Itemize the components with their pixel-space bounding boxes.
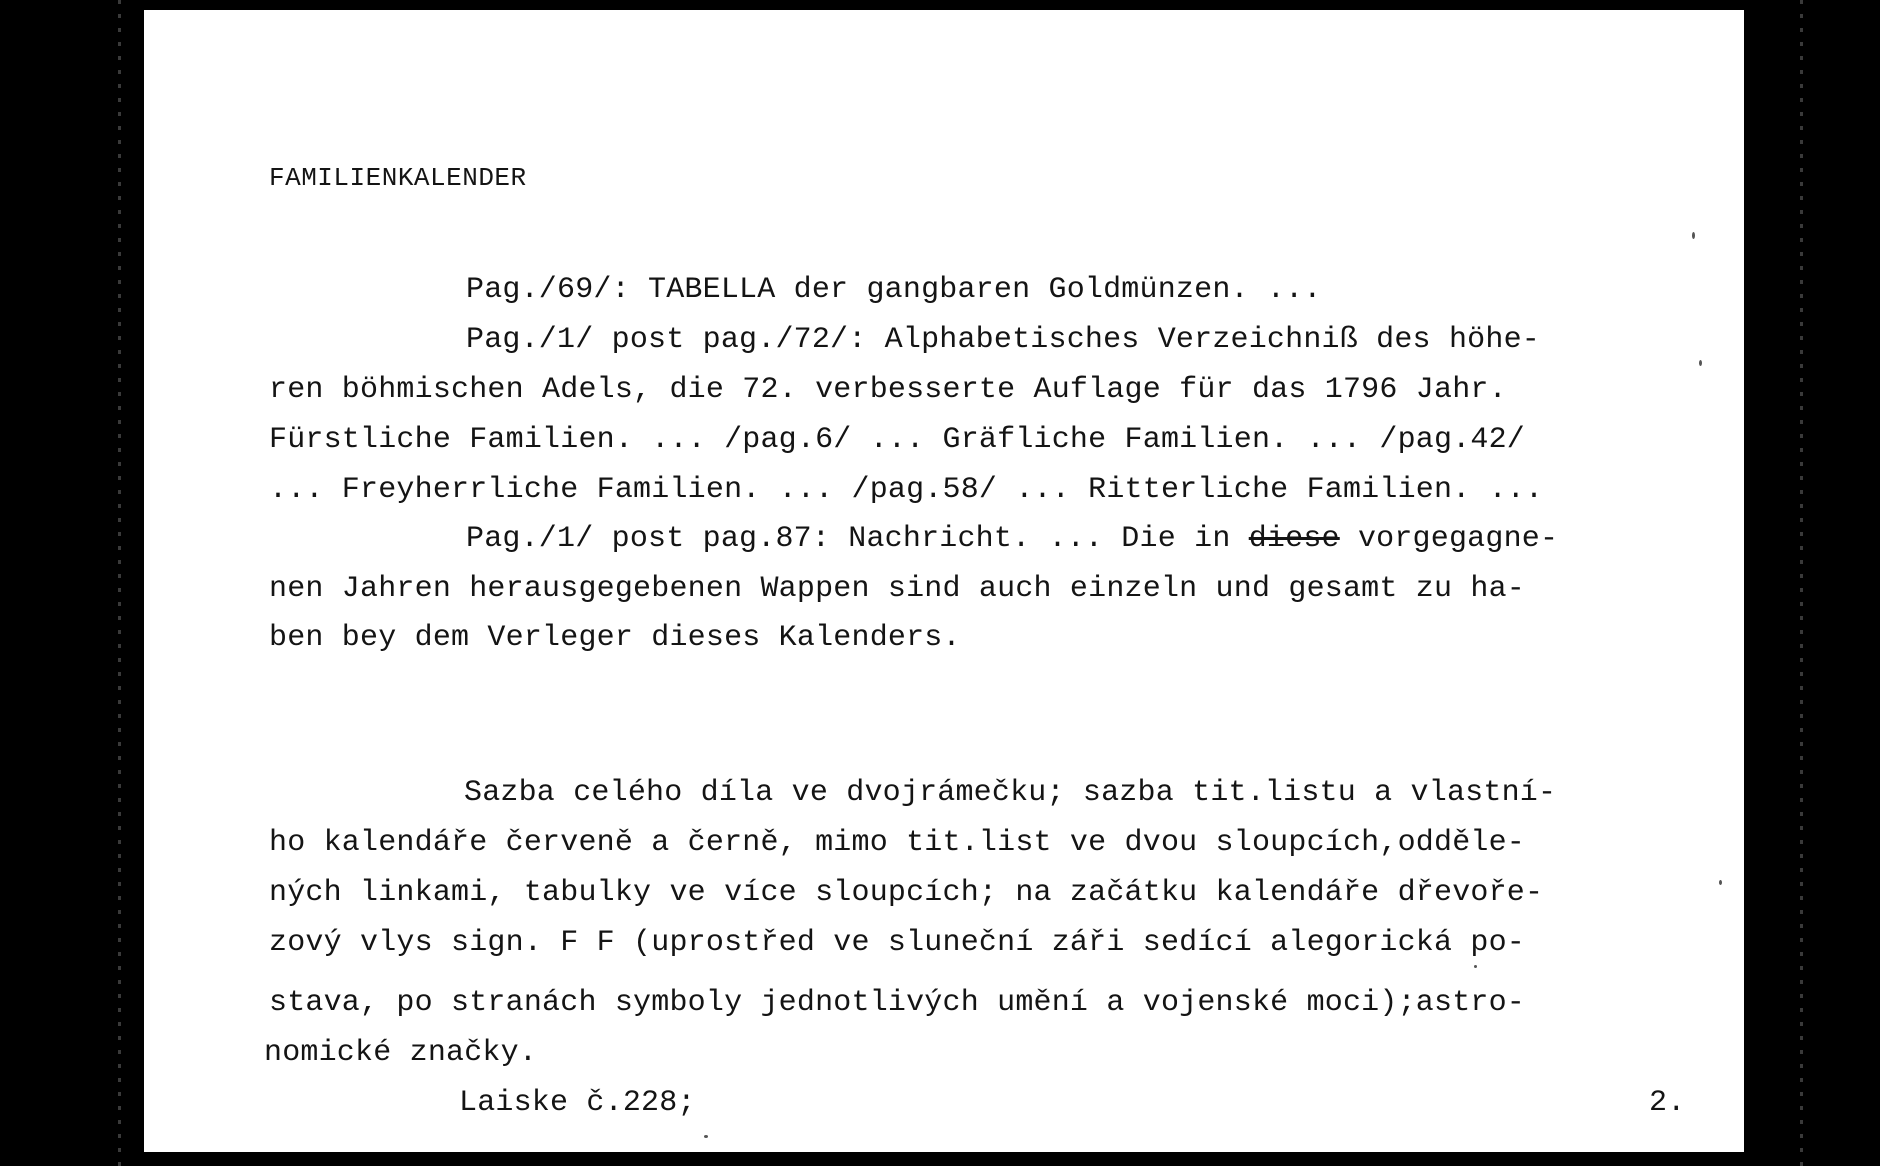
struck-word: diese: [1248, 522, 1340, 556]
scan-speck: [1474, 965, 1477, 968]
paragraph3-line5: stava, po stranách symboly jednotlivých umění a vojenské moci);astro-: [269, 986, 1526, 1020]
scan-edge-right: [1800, 0, 1803, 1166]
paragraph3-line2: ho kalendáře červeně a černě, mimo tit.list ve dvou sloupcích,odděle-: [269, 826, 1526, 860]
paragraph2-line1-before: Pag./1/ post pag.87: Nachricht. ... Die in: [466, 522, 1249, 556]
paragraph2-line1: [466, 521, 1558, 557]
paragraph1-line2: Pag./1/ post pag./72/: Alphabetisches Verzeichniß des höhe-: [466, 323, 1540, 357]
paragraph1-line3: ren böhmischen Adels, die 72. verbesserte Auflage für das 1796 Jahr.: [269, 373, 1507, 407]
index-card: [144, 10, 1744, 1152]
scan-speck: [1719, 880, 1722, 885]
paragraph2-line2: nen Jahren herausgegebenen Wappen sind auch einzeln und gesamt zu ha-: [269, 572, 1526, 606]
paragraph1-line1: Pag./69/: TABELLA der gangbaren Goldmünzen. ...: [466, 273, 1322, 307]
paragraph2-line3: ben bey dem Verleger dieses Kalenders.: [269, 621, 961, 655]
scan-speck: [1692, 232, 1695, 239]
paragraph2-line1-after: vorgegagne-: [1339, 522, 1559, 556]
paragraph1-line5: ... Freyherrliche Familien. ... /pag.58/ ... Ritterliche Familien. ...: [269, 473, 1544, 507]
scan-speck: [1699, 360, 1702, 366]
paragraph3-line4: zový vlys sign. F F (uprostřed ve sluneční záři sedící alegorická po-: [269, 926, 1526, 960]
scan-speck: [704, 1135, 708, 1138]
paragraph1-line4: Fürstliche Familien. ... /pag.6/ ... Gräfliche Familien. ... /pag.42/: [269, 423, 1526, 457]
page-number: 2.: [1649, 1086, 1686, 1120]
paragraph3-line1: Sazba celého díla ve dvojrámečku; sazba tit.listu a vlastní-: [464, 776, 1557, 810]
card-heading: FAMILIENKALENDER: [269, 163, 527, 193]
reference-note: Laiske č.228;: [459, 1086, 696, 1120]
paragraph3-line3: ných linkami, tabulky ve více sloupcích; na začátku kalendáře dřevoře-: [269, 876, 1544, 910]
scan-edge-left: [118, 0, 121, 1166]
paragraph3-line6: nomické značky.: [264, 1036, 538, 1070]
